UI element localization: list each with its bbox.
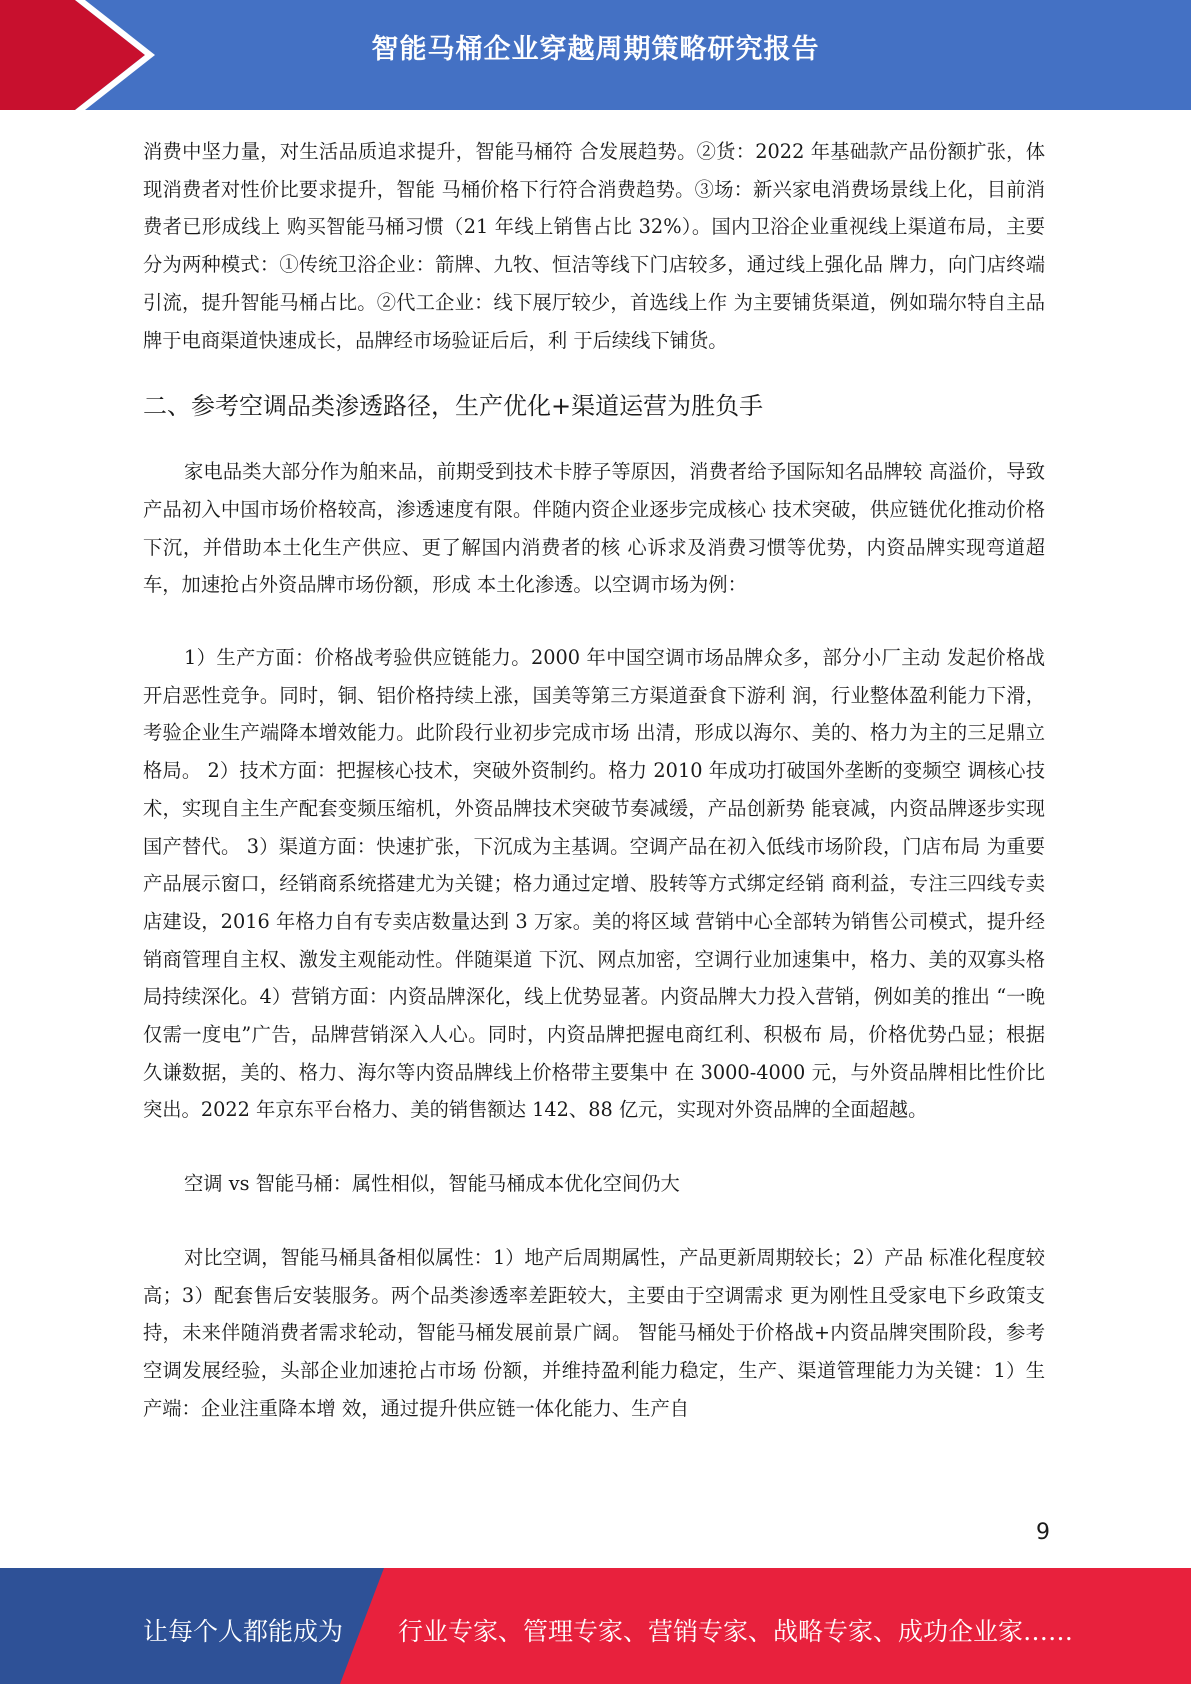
footer-slogan-left: 让每个人都能成为 [143,1617,344,1646]
section-heading: 二、参考空调品类渗透路径，生产优化+渠道运营为胜负手 [143,392,764,421]
report-title: 智能马桶企业穿越周期策略研究报告 [371,34,820,65]
page-number: 9 [1036,1520,1050,1545]
document-body [143,133,1045,1427]
paragraph-continuation: 消费中坚力量，对生活品质追求提升，智能马桶符 合发展趋势。②货：2022 年基础款产品份额扩张，体现消费者对性价比要求提升，智能 马桶价格下行符合消费趋势。③场：新兴家电消费场景线上化，目前消费者已形成线上 购买智能马桶习惯（21 年线上销售占比 32%）。国内卫浴企业重视线上渠道布局，主要 分为两种模式：①传统卫浴企业：箭牌、九牧、恒洁等线下门店较多，通过线上强化品 牌力，向门店终端引流，提升智能马桶占比。②代工企业：线下展厅较少，首选线上作 为主要铺货渠道，例如瑞尔特自主品牌于电商渠道快速成长，品牌经市场验证后后，利 于后续线下铺货。 [143,140,1045,352]
paragraph-aircon-analysis: 1）生产方面：价格战考验供应链能力。2000 年中国空调市场品牌众多，部分小厂主动 发起价格战开启恶性竞争。同时，铜、铝价格持续上涨，国美等第三方渠道蚕食下游利 润，行业整体盈利能力下滑，考验企业生产端降本增效能力。此阶段行业初步完成市场 出清，形成以海尔、美的、格力为主的三足鼎立格局。 2）技术方面：把握核心技术，突破外资制约。格力 2010 年成功打破国外垄断的变频空 调核心技术，实现自主生产配套变频压缩机，外资品牌技术突破节奏减缓，产品创新势 能衰减，内资品牌逐步实现国产替代。 3）渠道方面：快速扩张，下沉成为主基调。空调产品在初入低线市场阶段，门店布局 为重要产品展示窗口，经销商系统搭建尤为关键；格力通过定增、股转等方式绑定经销 商利益，专注三四线专卖店建设，2016 年格力自有专卖店数量达到 3 万家。美的将区域 营销中心全部转为销售公司模式，提升经销商管理自主权、激发主观能动性。伴随渠道 下沉、网点加密，空调行业加速集中，格力、美的双寡头格局持续深化。4）营销方面：内资品牌深化，线上优势显著。内资品牌大力投入营销，例如美的推出 “一晚仅需一度电”广告，品牌营销深入人心。同时，内资品牌把握电商红利、积极布 局，价格优势凸显；根据久谦数据，美的、格力、海尔等内资品牌线上价格带主要集中 在 3000-4000 元，与外资品牌相比性价比突出。2022 年京东平台格力、美的销售额达 142、88 亿元，实现对外资品牌的全面超越。 [143,646,1045,1122]
header-bar [0,0,1191,110]
subheading-comparison: 空调 vs 智能马桶：属性相似，智能马桶成本优化空间仍大 [184,1172,680,1196]
footer-slogan-right: 行业专家、管理专家、营销专家、战略专家、成功企业家…… [398,1617,1074,1646]
paragraph-intro: 家电品类大部分作为舶来品，前期受到技术卡脖子等原因，消费者给予国际知名品牌较 高溢价，导致产品初入中国市场价格较高，渗透速度有限。伴随内资企业逐步完成核心 技术突破，供应链优化推动价格下沉，并借助本土化生产供应、更了解国内消费者的核 心诉求及消费习惯等优势，内资品牌实现弯道超车，加速抢占外资品牌市场份额，形成 本土化渗透。以空调市场为例： [143,460,1045,597]
paragraph-comparison: 对比空调，智能马桶具备相似属性：1）地产后周期属性，产品更新周期较长；2）产品 标准化程度较高；3）配套售后安装服务。两个品类渗透率差距较大，主要由于空调需求 更为刚性且受家电下乡政策支持，未来伴随消费者需求轮动，智能马桶发展前景广阔。 智能马桶处于价格战+内资品牌突围阶段，参考空调发展经验，头部企业加速抢占市场 份额，并维持盈利能力稳定，生产、渠道管理能力为关键：1）生产端：企业注重降本增 效，通过提升供应链一体化能力、生产自 [143,1245,1045,1420]
